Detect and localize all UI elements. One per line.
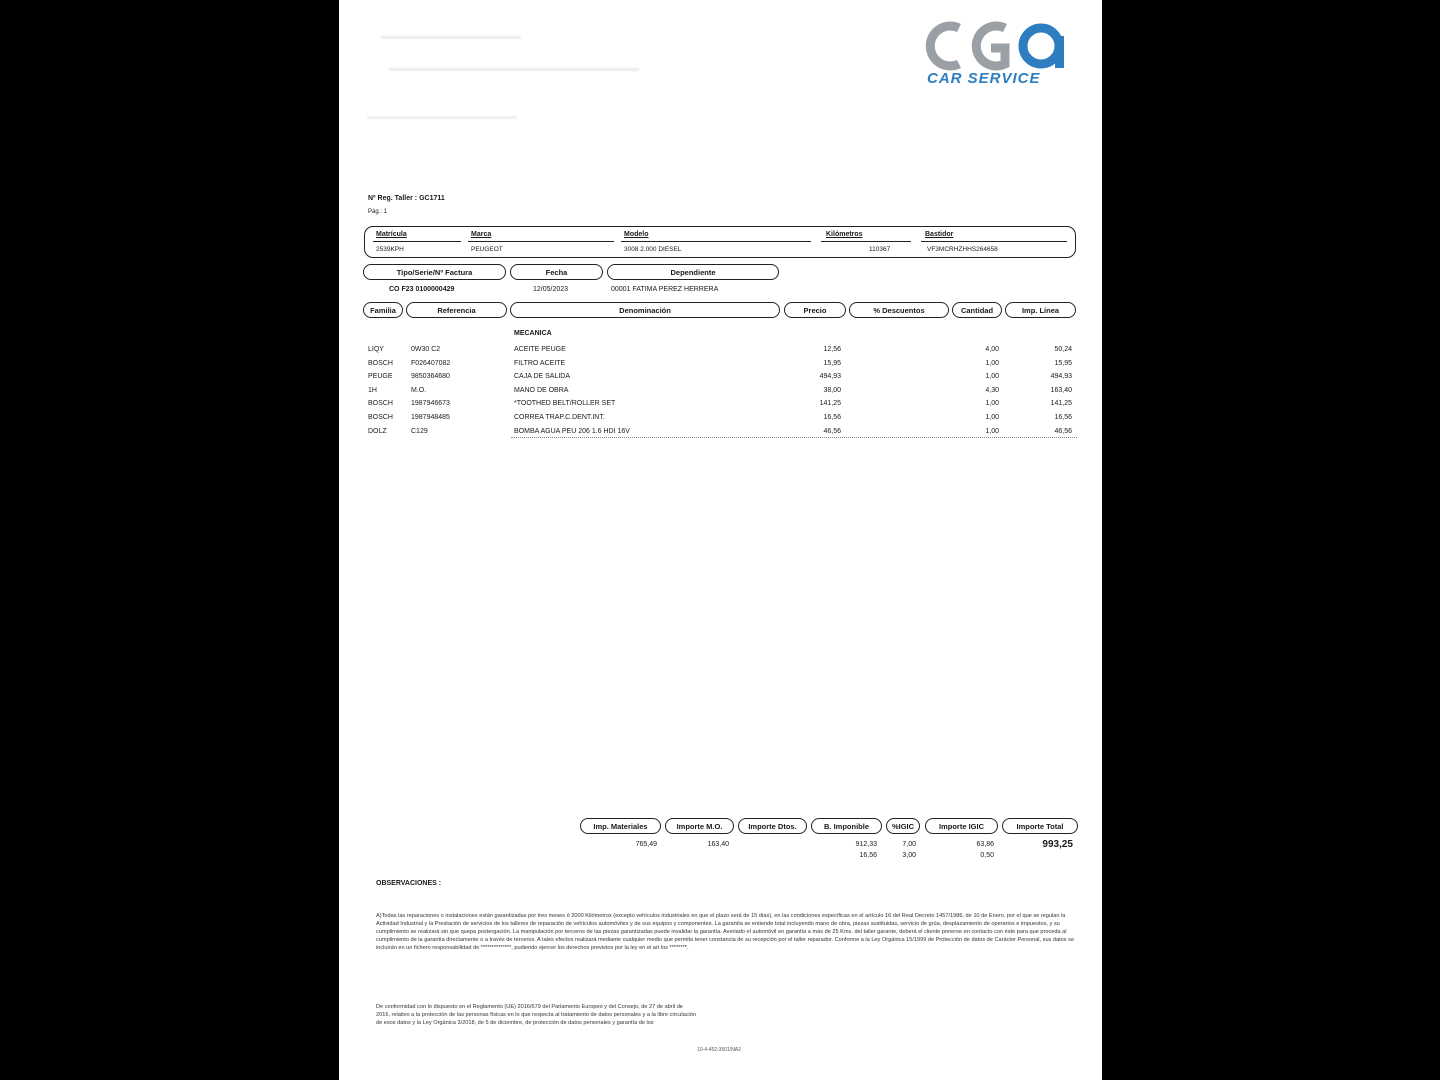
row-precio: 141,25 bbox=[819, 400, 841, 408]
row-denominacion: MANO DE OBRA bbox=[514, 386, 569, 394]
row-importe: 46,56 bbox=[1054, 427, 1072, 435]
row-referencia: C129 bbox=[411, 427, 428, 435]
col-cantidad: Cantidad bbox=[952, 302, 1002, 318]
col-precio: Precio bbox=[784, 302, 846, 318]
total-materiales: 765,49 bbox=[635, 841, 657, 848]
brand-subtitle: CAR SERVICE bbox=[927, 70, 1041, 87]
row-precio: 46,56 bbox=[823, 427, 841, 435]
divider bbox=[821, 241, 911, 242]
col-imp-materiales: Imp. Materiales bbox=[580, 818, 661, 834]
date-header: Fecha bbox=[510, 264, 603, 280]
igic-amount-2: 0,50 bbox=[980, 852, 994, 859]
row-precio: 494,93 bbox=[819, 373, 841, 381]
row-cantidad: 1,00 bbox=[985, 427, 999, 435]
col-igic-pct: %IGIC bbox=[886, 818, 920, 834]
grand-total: 993,25 bbox=[1042, 839, 1073, 850]
page-number: Pág.: 1 bbox=[368, 209, 388, 215]
employee-name: 00001 FATIMA PEREZ HERRERA bbox=[611, 286, 719, 293]
row-importe: 494,93 bbox=[1050, 373, 1072, 381]
row-precio: 16,56 bbox=[823, 414, 841, 421]
row-cantidad: 1,00 bbox=[985, 359, 999, 367]
row-importe: 15,95 bbox=[1054, 359, 1072, 367]
row-precio: 12,56 bbox=[823, 346, 841, 353]
row-denominacion: BOMBA AGUA PEU 206 1.6 HDI 16V bbox=[514, 427, 630, 435]
vehicle-box bbox=[364, 226, 1076, 258]
divider bbox=[373, 241, 461, 242]
col-bastidor: Bastidor bbox=[925, 231, 954, 238]
col-importe-mo: Importe M.O. bbox=[665, 818, 734, 834]
modelo-value: 3008 2.000 DIESEL bbox=[624, 246, 682, 253]
invoice-number: CO F23 0100000429 bbox=[389, 286, 455, 293]
redacted-line bbox=[381, 36, 521, 39]
matricula-value: 2539KPH bbox=[376, 246, 404, 253]
col-referencia: Referencia bbox=[406, 302, 507, 318]
invoice-date: 12/05/2023 bbox=[533, 286, 569, 293]
row-precio: 38,00 bbox=[823, 386, 841, 394]
row-familia: BOSCH bbox=[368, 414, 393, 421]
row-referencia: 1987946673 bbox=[411, 400, 450, 408]
total-mo: 163,40 bbox=[707, 841, 729, 848]
row-denominacion: ACEITE PEUGE bbox=[514, 346, 566, 353]
col-importe-igic: Importe IGIC bbox=[925, 818, 998, 834]
row-familia: 1H bbox=[368, 386, 377, 394]
redacted-line bbox=[389, 68, 639, 71]
row-importe: 141,25 bbox=[1050, 400, 1072, 408]
redacted-line bbox=[367, 116, 517, 119]
row-cantidad: 1,00 bbox=[985, 400, 999, 408]
reg-label: Nº Reg. Taller : GC1711 bbox=[368, 195, 445, 202]
col-importe-dtos: Importe Dtos. bbox=[738, 818, 807, 834]
row-denominacion: FILTRO ACEITE bbox=[514, 359, 566, 367]
invoice-page bbox=[339, 0, 1102, 1080]
divider bbox=[511, 437, 1077, 438]
col-marca: Marca bbox=[471, 231, 492, 238]
employee-header: Dependiente bbox=[607, 264, 779, 280]
row-denominacion: CORREA TRAP.C.DENT.INT. bbox=[514, 414, 605, 421]
base-imponible-1: 912,33 bbox=[855, 841, 877, 848]
footer-code: 10-4-452-3501/NA2 bbox=[697, 1047, 741, 1053]
igic-pct-2: 3,00 bbox=[902, 852, 916, 859]
col-kilometros: Kilómetros bbox=[826, 231, 863, 238]
section-title: MECANICA bbox=[514, 330, 552, 337]
col-imp-linea: Imp. Línea bbox=[1005, 302, 1076, 318]
row-cantidad: 1,00 bbox=[985, 414, 999, 421]
row-cantidad: 4,30 bbox=[985, 386, 999, 394]
divider bbox=[621, 241, 811, 242]
igic-pct-1: 7,00 bbox=[902, 841, 916, 848]
divider bbox=[468, 241, 614, 242]
col-descuentos: % Descuentos bbox=[849, 302, 949, 318]
cga-logo-icon bbox=[925, 20, 1065, 72]
row-importe: 50,24 bbox=[1054, 346, 1072, 353]
base-imponible-2: 16,56 bbox=[859, 852, 877, 859]
col-denominacion: Denominación bbox=[510, 302, 780, 318]
observaciones-label: OBSERVACIONES : bbox=[376, 880, 442, 887]
col-familia: Familia bbox=[363, 302, 403, 318]
row-familia: DOLZ bbox=[368, 427, 387, 435]
invoice-number-header: Tipo/Serie/Nº Factura bbox=[363, 264, 506, 280]
warranty-text: A)Todas las reparaciones o instalaciones están garantizadas por tres meses ó 2000 Kilómetros (excepto vehículos industriales en que el plazo será de 15 días), en las condiciones específicas en el artículo 16 del Real Decreto 1457/1986, de 10 de Enero, por el que se regulan la Actividad Industrial y la Prestación de servicios de los talleres de reparación de vehículos automóviles y de sus equipos y componentes. La garantía se entiende total incluyendo mano de obra, piezas sustituidas, servicio de grúa, desplazamiento de operarios e impuestos, y su cumplimiento se realizará sin que quepa postergación. La manipulación por terceros de las piezas garantizadas puede invalidar la garantía. Averiado el automóvil en garantía a más de 25 Kms. del taller garante, deberá el cliente ponerse en contacto con éste para que proceda al cumplimiento de la garantía directamente o a través de terceros. A tales efectos realizará mediante cualquier medio que permita tener constancia de su recepción por el taller reparador. Conforme a la Ley Orgánica 15/1999 de Protección de datos de Carácter Personal, sus datos se incluirán en un fichero responsabilidad de **************, pudiendo ejercer los derechos previstos por la ley en el art los ********. bbox=[376, 913, 1075, 951]
row-familia: PEUGE bbox=[368, 373, 393, 381]
row-familia: LIQY bbox=[368, 346, 384, 353]
col-base-imponible: B. Imponible bbox=[811, 818, 882, 834]
row-cantidad: 1,00 bbox=[985, 373, 999, 381]
row-precio: 15,95 bbox=[823, 359, 841, 367]
row-referencia: F026407082 bbox=[411, 359, 451, 367]
col-importe-total: Importe Total bbox=[1002, 818, 1078, 834]
row-referencia: 0W30 C2 bbox=[411, 346, 441, 353]
row-familia: BOSCH bbox=[368, 359, 393, 367]
col-matricula: Matrícula bbox=[376, 231, 407, 238]
row-importe: 163,40 bbox=[1050, 386, 1072, 394]
col-modelo: Modelo bbox=[624, 231, 649, 238]
row-cantidad: 4,00 bbox=[985, 346, 999, 353]
row-denominacion: CAJA DE SALIDA bbox=[514, 373, 571, 381]
divider bbox=[921, 241, 1067, 242]
row-familia: BOSCH bbox=[368, 400, 393, 408]
row-referencia: M.O. bbox=[411, 386, 427, 394]
row-referencia: 1987948485 bbox=[411, 414, 450, 421]
bastidor-value: VF3MCRHZHHS264658 bbox=[927, 246, 998, 253]
marca-value: PEUGEOT bbox=[471, 246, 503, 253]
row-importe: 16,56 bbox=[1054, 414, 1072, 421]
row-denominacion: *TOOTHED BELT/ROLLER SET bbox=[514, 400, 616, 408]
igic-amount-1: 63,86 bbox=[976, 841, 994, 848]
kilometros-value: 110367 bbox=[869, 246, 891, 253]
privacy-text: De conformidad con lo dispuesto en el Reglamento (UE) 2016/679 del Parlamento Europeo y del Consejo, de 27 de abril de 2016, relativo a la protección de las personas físicas en lo que respecta al tratamiento de datos personales y a la libre circulación de esos datos y la Ley Orgánica 3/2018, de 5 de diciembre, de protección de datos personales y garantía de los bbox=[376, 1004, 696, 1026]
row-referencia: 9850364680 bbox=[411, 373, 450, 381]
